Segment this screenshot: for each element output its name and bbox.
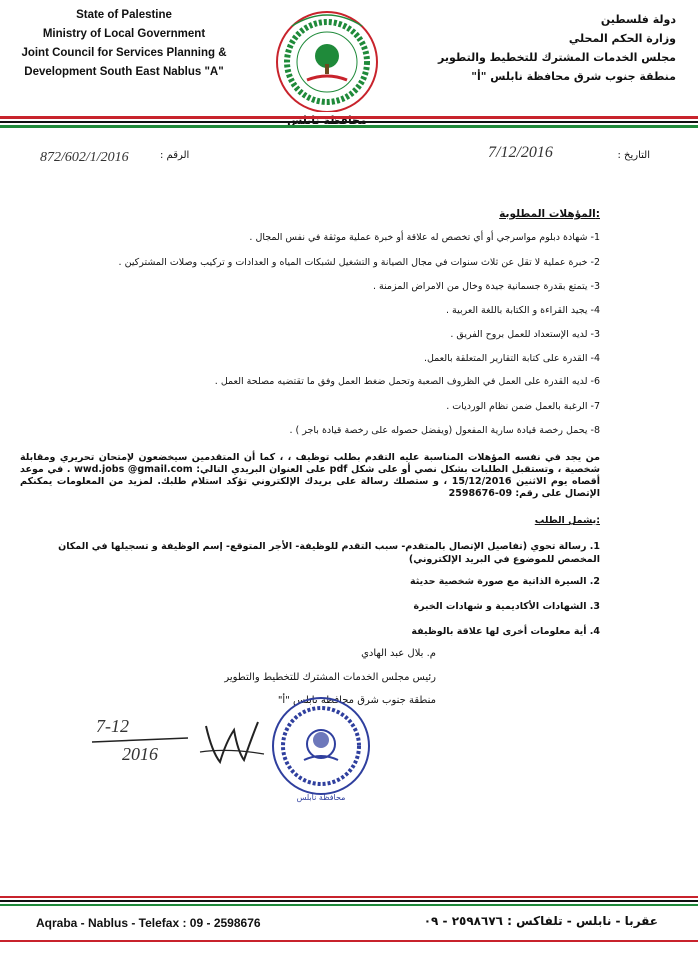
footer-green-band bbox=[0, 904, 698, 906]
footer-red-band bbox=[0, 896, 698, 898]
header-ar-line: مجلس الخدمات المشترك للتخطيط والتطوير bbox=[438, 51, 676, 64]
reference-label: الرقم : bbox=[160, 150, 190, 161]
official-stamp-icon bbox=[262, 694, 380, 806]
stamp-caption: محافظة نابلس bbox=[296, 793, 346, 802]
qualification-item: 2- خبرة عملية لا تقل عن ثلاث سنوات في مجال الصيانة و التشغيل لشبكات المياه و العدادات و تركيب وصلات المشتركين . bbox=[118, 257, 600, 268]
footer-english: Aqraba - Nablus - Telefax : 09 - 2598676 bbox=[36, 916, 261, 930]
reference-line bbox=[40, 146, 129, 166]
header-en-line: Joint Council for Services Planning & bbox=[21, 47, 227, 59]
header-green-band bbox=[0, 125, 698, 128]
footer-bottom-red-band bbox=[0, 940, 698, 942]
header-red-band bbox=[0, 116, 698, 119]
date-value: 7/12/2016 bbox=[488, 144, 553, 161]
header-english bbox=[14, 6, 234, 82]
footer-arabic: عقربا - نابلس - تلفاكس : ٢٥٩٨٦٧٦ - ٠٩ bbox=[423, 914, 658, 928]
requirements-title: يشمل الطلب: bbox=[534, 515, 600, 526]
qualification-item: 8- يحمل رخصة قيادة سارية المفعول (ويفضل حصوله على رخصة قيادة باجر ) . bbox=[289, 425, 600, 436]
header-en-line: State of Palestine bbox=[76, 9, 172, 21]
qualification-item: 7- الرغبة بالعمل ضمن نظام الورديات . bbox=[446, 401, 600, 412]
header-ar-line: دولة فلسطين bbox=[600, 13, 676, 26]
header-ar-line: منطقة جنوب شرق محافظة نابلس "أ" bbox=[471, 70, 676, 83]
signer-region: منطقة جنوب شرق محافظة نابلس "أ" bbox=[277, 695, 436, 706]
header-en-line: Development South East Nablus "A" bbox=[24, 66, 224, 78]
signature-icon bbox=[88, 712, 268, 772]
handwritten-date-line1: 7-12 bbox=[96, 716, 129, 736]
signer-name: م. بلال عبد الهادي bbox=[361, 648, 436, 659]
qualifications-title: المؤهلات المطلوبة: bbox=[499, 208, 600, 220]
qualification-item: 3- يتمتع بقدرة جسمانية جيدة وخال من الامراض المزمنة . bbox=[372, 281, 600, 292]
date-label: التاريخ : bbox=[617, 150, 650, 161]
qualification-item: 4- يجيد القراءة و الكتابة باللغة العربية . bbox=[445, 305, 600, 316]
signer-role: رئيس مجلس الخدمات المشترك للتخطيط والتطوير bbox=[224, 672, 436, 683]
qualification-item: 4- القدرة على كتابة التقارير المتعلقة بالعمل. bbox=[423, 353, 600, 364]
requirement-item: 2. السيرة الذاتية مع صورة شخصية حديثة bbox=[409, 576, 600, 587]
qualification-item: 6- لديه القدرة على العمل في الظروف الصعبة وتحمل ضغط العمل وفق ما تقتضيه مصلحة العمل . bbox=[214, 376, 600, 387]
header-ar-line: وزارة الحكم المحلي bbox=[568, 32, 676, 45]
requirement-item: 4. أية معلومات أخرى لها علاقة بالوظيفة bbox=[411, 626, 600, 637]
reference-number: 872/602/1/2016 bbox=[40, 150, 129, 165]
handwritten-date-line2: 2016 bbox=[122, 744, 158, 764]
requirement-item: 1. رسالة تحوي (تفاصيل الإتصال بالمتقدم- سبب التقدم للوظيفة- الأجر المتوقع- إسم الوظيفة و تسجيلها في المكان المخصص للموضوع في البريد الإلكتروني) bbox=[58, 541, 600, 565]
requirement-item: 3. الشهادات الأكاديمية و شهادات الخبرة bbox=[413, 601, 600, 612]
header-black-band bbox=[0, 121, 698, 123]
header-arabic bbox=[406, 10, 676, 86]
application-paragraph: من يجد في نفسه المؤهلات المناسبة عليه التقدم بطلب توظيف ، ، كما أن المتقدمين سيخضعون لإمتحان تحريري ومقابلة شخصية ، وتستقبل الطلبات بشكل نصي أو على شكل pdf على العنوان البريدي التالي: wwd.jobs @gmail.com . في موعد أقصاه يوم الاثنين 15/12/2016 ، و ستصلك رسالة على بريدك الإلكتروني تؤكد استلام طلبك. لمزيد من المعلومات يمكنكم الإتصال على رقم: 09-2598676 bbox=[20, 452, 601, 499]
qualification-item: 3- لديه الإستعداد للعمل بروح الفريق . bbox=[450, 329, 600, 340]
qualification-item: 1- شهادة دبلوم مواسرجي أو أي تخصص له علاقة أو خبرة عملية موثقة في نفس المجال . bbox=[249, 232, 600, 243]
header-en-line: Ministry of Local Government bbox=[42, 28, 206, 40]
council-logo-icon bbox=[262, 6, 392, 130]
footer-black-band bbox=[0, 900, 698, 902]
